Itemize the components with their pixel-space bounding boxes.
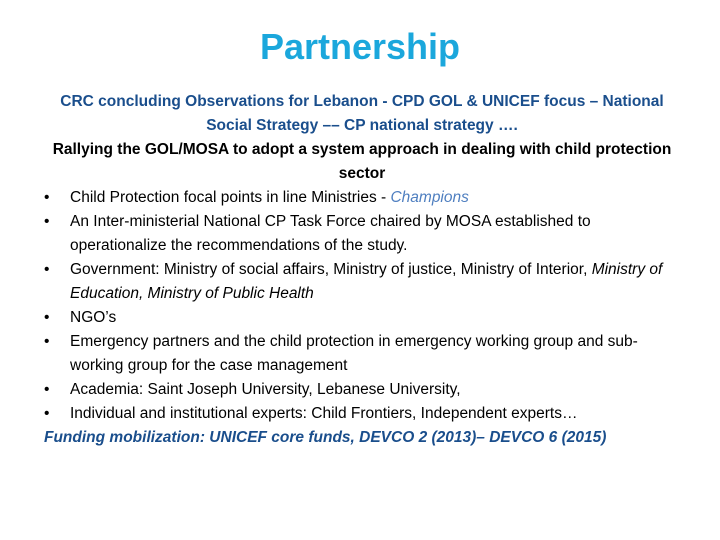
slide-body <box>44 90 680 450</box>
bullet-icon: • <box>44 309 50 326</box>
list-item-text: Child Protection focal points in line Ministries - <box>70 189 391 206</box>
list-item <box>44 378 680 402</box>
list-item-text: NGO’s <box>70 309 117 326</box>
bullet-icon: • <box>44 333 50 350</box>
heading-rallying: Rallying the GOL/MOSA to adopt a system approach in dealing with child protection sector <box>52 141 672 182</box>
bullet-icon: • <box>44 213 50 230</box>
ministries-italic-text: Ministry of Education, Ministry of Public Health <box>70 261 663 302</box>
list-item <box>44 306 680 330</box>
funding-line: Funding mobilization: UNICEF core funds, DEVCO 2 (2013)– DEVCO 6 (2015) <box>44 429 607 446</box>
partner-list <box>44 186 680 426</box>
list-item-text: Individual and institutional experts: Child Frontiers, Independent experts… <box>70 405 578 422</box>
list-item-text: Government: Ministry of social affairs, Ministry of justice, Ministry of Interior, <box>70 261 592 278</box>
list-item-text: Emergency partners and the child protection in emergency working group and sub-working group for the case management <box>70 333 638 374</box>
bullet-icon: • <box>44 261 50 278</box>
slide-title: Partnership <box>259 26 461 67</box>
bullet-icon: • <box>44 189 50 206</box>
list-item-text: An Inter-ministerial National CP Task Force chaired by MOSA established to operationalize the recommendations of the study. <box>70 213 591 254</box>
list-item <box>44 402 680 426</box>
list-item <box>44 186 680 210</box>
list-item <box>44 330 680 378</box>
bullet-icon: • <box>44 381 50 398</box>
list-item <box>44 210 680 258</box>
list-item <box>44 258 680 306</box>
list-item-text: Academia: Saint Joseph University, Lebanese University, <box>70 381 461 398</box>
champions-text: Champions <box>390 189 469 206</box>
bullet-icon: • <box>44 405 50 422</box>
heading-crc: CRC concluding Observations for Lebanon - CPD GOL & UNICEF focus – National Social Strategy –– CP national strategy …. <box>60 93 664 134</box>
